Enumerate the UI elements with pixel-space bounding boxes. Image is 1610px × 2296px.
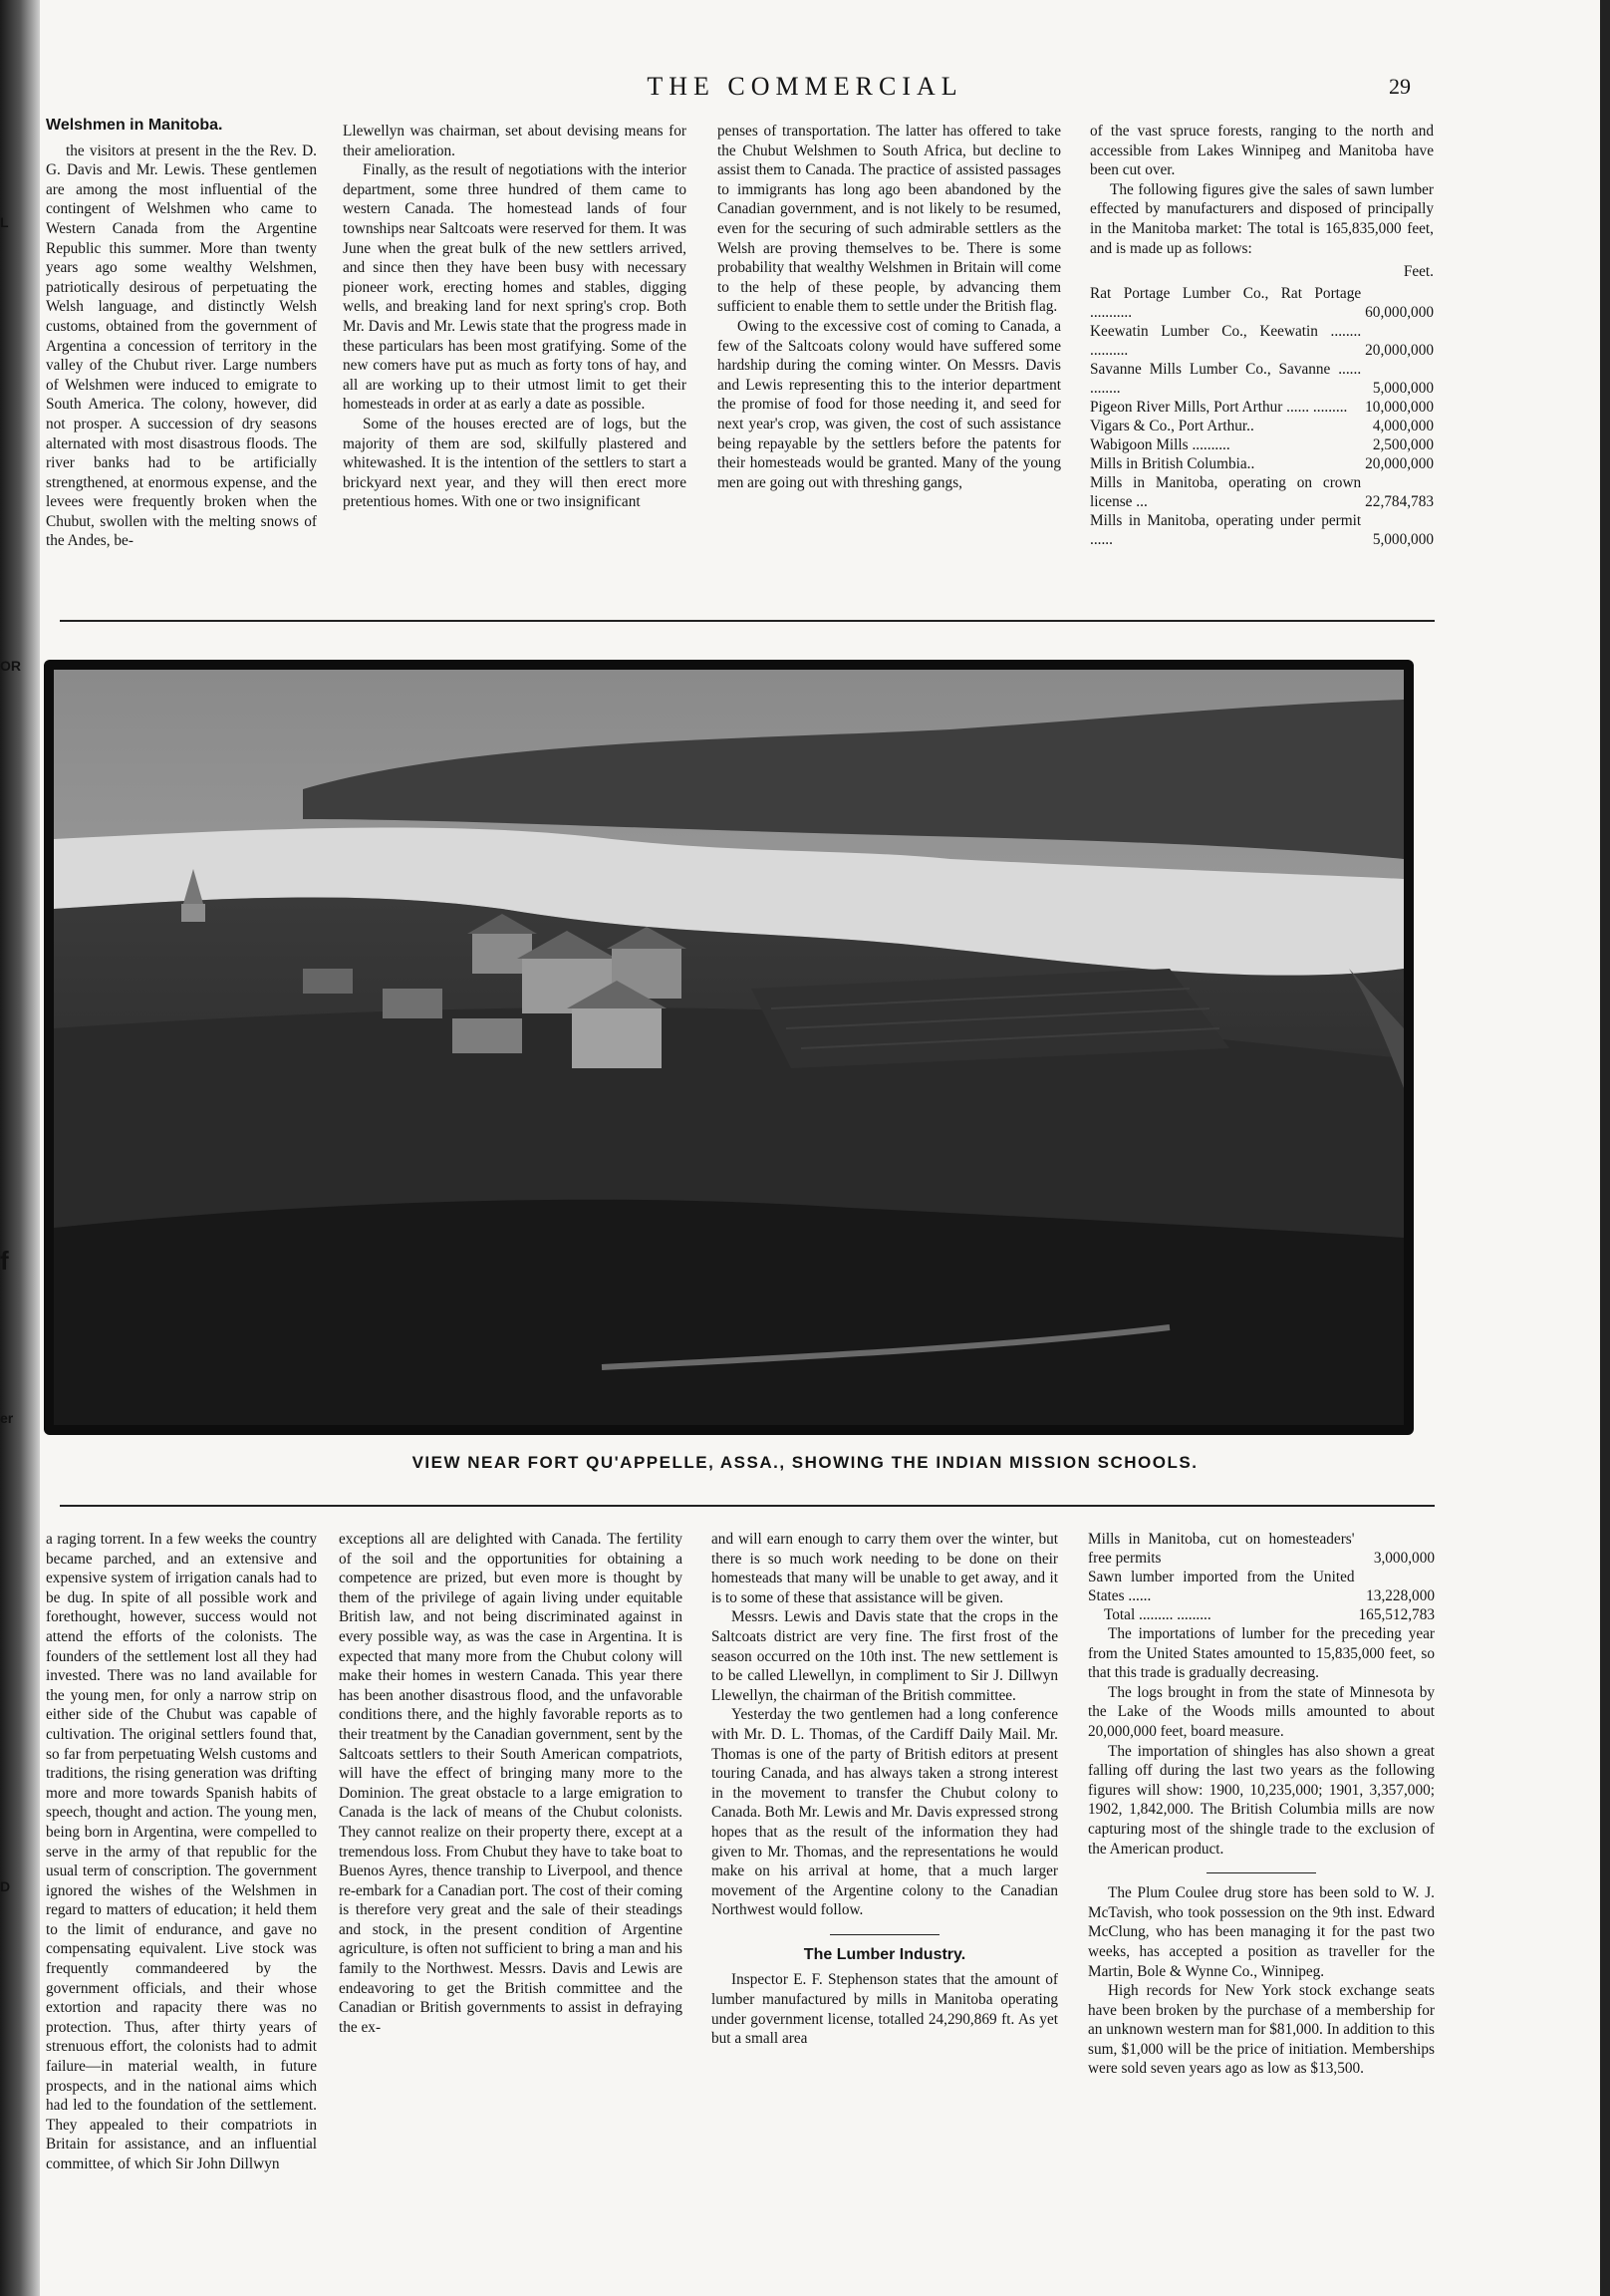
article-divider [1207, 1872, 1316, 1873]
paragraph: Owing to the excessive cost of coming to Canada, a few of the Saltcoats colony would have suffered some hardship during the coming winter. On Messrs. Davis and Lewis representing this to the interior department the promise of food for those needing it, and seed for next year's crop, was given, the cost of such assistance being repayable by the settlers before the patents for their homesteads would be granted. Many of the young men are going out with threshing gangs, [717, 317, 1061, 491]
table-total-row [1088, 1605, 1435, 1624]
article-column [46, 1530, 317, 2267]
table-cell-name: Rat Portage Lumber Co., Rat Portage ........... [1090, 284, 1362, 321]
table-cell-value: 13,228,000 [1366, 1587, 1435, 1604]
table-cell-name: Vigars & Co., Port Arthur.. [1090, 417, 1254, 434]
margin-fragment: f [0, 1246, 9, 1276]
paragraph: of the vast spruce forests, ranging to the north and accessible from Lakes Winnipeg and Manitoba have been cut over. [1090, 123, 1434, 179]
table-row [1090, 417, 1434, 435]
paragraph: The logs brought in from the state of Minnesota by the Lake of the Woods mills amounted to about 20,000,000 feet, board measure. [1088, 1683, 1435, 1740]
lumber-table [1090, 284, 1434, 549]
paragraph: a raging torrent. In a few weeks the country became parched, and an extensive and expensive system of irrigation canals had to be dug. In spite of all possible work and forethought, however, success would not attend the efforts of the colonists. The founders of the settlement lost all they had invested. There was no land available for the young men, for only a narrow strip on either side of the Chubut was capable of cultivation. The original settlers found that, so far from perpetuating Welsh customs and traditions, the rising generation was drifting more and more towards Spanish habits of speech, thought and action. The young men, being born in Argentina, were compelled to serve in the army of that republic for the usual term of conscription. The government ignored the wishes of the Welshmen in regard to matters of education; it held them to the limit of endurance, and gave no compensating equivalent. Live stock was frequently commandeered by the government officials, and their whose extortion and rapacity there was no protection. Thus, after thirty years of strenuous effort, the colonists had to admit failure—in material wealth, in future prospects, and in the national aims which had led to the foundation of the settlement. They appealed to their compatriots in Britain for assistance, and an influential committee, of which Sir John Dillwyn [46, 1531, 317, 2172]
paragraph: and will earn enough to carry them over the winter, but there is so much work needing to be done on their homesteads that many will be unable to get away, and it is to some of these that assistance will be given. [711, 1531, 1058, 1606]
table-cell-name: Wabigoon Mills .......... [1090, 435, 1230, 453]
table-cell-value: 3,000,000 [1373, 1550, 1435, 1567]
table-cell-name: Keewatin Lumber Co., Keewatin ........ .......... [1090, 322, 1362, 359]
article-column [711, 1530, 1058, 2267]
paragraph: The importations of lumber for the preceding year from the United States amounted to 15,835,000 feet, so that this trade is gradually decreasing. [1088, 1625, 1435, 1682]
table-row [1090, 511, 1434, 549]
table-total-value: 165,512,783 [1358, 1606, 1435, 1623]
paragraph: Inspector E. F. Stephenson states that the amount of lumber manufactured by mills in Manitoba operating under government license, totalled 24,290,869 ft. As yet but a small area [711, 1971, 1058, 2048]
table-row [1090, 360, 1434, 398]
lumber-column [1088, 1530, 1435, 2267]
table-cell-value: 2,500,000 [1372, 435, 1434, 453]
table-row [1090, 473, 1434, 511]
paragraph: Messrs. Lewis and Davis state that the crops in the Saltcoats district are very fine. The first frost of the season occurred on the 10th inst. The new settlement is to be called Llewellyn, in compliment to Sir J. Dillwyn Llewellyn, the chairman of the British committee. [711, 1608, 1058, 1704]
margin-fragment: D [0, 1878, 11, 1894]
paragraph: Finally, as the result of negotiations with the interior department, some three hundred of them came to western Canada. The homestead lands of four townships near Saltcoats were reserved for them. It was June when the great bulk of the new settlers arrived, and since then they have been busy with necessary pioneer work, erecting homes and stables, digging wells, and breaking land for next spring's crop. Both Mr. Davis and Mr. Lewis state that the progress made in these particulars has been most gratifying. Some of the new comers have put as much as forty tons of hay, and all are working up to their utmost limit to get their homesteads in order at as early a date as possible. [343, 161, 686, 414]
mission-schools-photo-illustration [54, 670, 1404, 1425]
table-cell-name: Mills in Manitoba, cut on homesteaders' free permits [1088, 1531, 1355, 1567]
table-cell-name: Mills in British Columbia.. [1090, 454, 1255, 472]
page-binding-edge [0, 0, 40, 2296]
table-cell-value: 5,000,000 [1372, 379, 1434, 397]
landscape-photo [44, 660, 1414, 1435]
page-number: 29 [1389, 74, 1411, 99]
section-rule [60, 620, 1435, 622]
table-row [1088, 1568, 1435, 1605]
page-header [0, 72, 1610, 112]
table-cell-value: 10,000,000 [1365, 398, 1434, 416]
article-column [339, 1530, 682, 2267]
margin-fragment: L [0, 214, 9, 230]
page-right-edge [1600, 0, 1610, 2296]
paragraph: High records for New York stock exchange seats have been broken by the purchase of a membership for an unknown western man for $81,000. In addition to this sum, $1,000 will be the price of initiation. Memberships were sold seven years ago as low as $13,500. [1088, 1982, 1435, 2078]
paragraph: Some of the houses erected are of logs, but the majority of them are sod, skilfully plastered and whitewashed. It is the intention of the settlers to start a brickyard next year, and they will then erect more pretentious homes. With one or two insignificant [343, 415, 686, 511]
article-column [46, 116, 317, 594]
table-row [1090, 322, 1434, 360]
paragraph: Yesterday the two gentlemen had a long conference with Mr. D. L. Thomas, of the Cardiff Daily Mail. Mr. Thomas is one of the party of British editors at present touring Canada, and has always taken a strong interest in the movement to transfer the Chubut colony to Canada. Both Mr. Lewis and Mr. Davis expressed strong hopes that as the result of the information they had given to Mr. Thomas, and the representations he would make on his arrival at home, that a much larger movement of the Argentine colony to the Canadian Northwest would follow. [711, 1706, 1058, 1919]
lumber-column [1090, 122, 1434, 596]
paragraph: The following figures give the sales of sawn lumber effected by manufacturers and disposed of principally in the Manitoba market: The total is 165,835,000 feet, and is made up as follows: [1090, 180, 1434, 257]
article-column [717, 122, 1061, 596]
paragraph: the visitors at present in the the Rev. D. G. Davis and Mr. Lewis. These gentlemen are among the most influential of the contingent of Welshmen who came to Western Canada from the Argentine Republic this summer. More than twenty years ago some wealthy Welshmen, patriotically desirous of perpetuating the Welsh language, and distinctly Welsh customs, obtained from the government of Argentina a concession of territory in the valley of the Chubut river. Large numbers of Welshmen were induced to emigrate to South America. The colony, however, did not prosper. A succession of dry seasons alternated with most disastrous floods. The river banks had to be artificially strengthened, at enormous expense, and the levees were frequently broken when the Chubut, swollen with the melting snows of the Andes, be- [46, 142, 317, 550]
photo-caption: VIEW NEAR FORT QU'APPELLE, ASSA., SHOWING THE INDIAN MISSION SCHOOLS. [411, 1453, 1199, 1472]
table-cell-name: Pigeon River Mills, Port Arthur ...... ......... [1090, 398, 1348, 416]
table-cell-name: Savanne Mills Lumber Co., Savanne ...... ........ [1090, 360, 1362, 397]
table-cell-value: 5,000,000 [1372, 530, 1434, 548]
article-title: The Lumber Industry. [803, 1945, 966, 1963]
table-row [1088, 1530, 1435, 1568]
table-row [1090, 435, 1434, 454]
table-column-header: Feet. [1403, 263, 1434, 281]
table-row [1090, 398, 1434, 417]
masthead: THE COMMERCIAL [647, 72, 963, 101]
margin-fragment: er [0, 1410, 14, 1426]
lumber-table-continued [1088, 1530, 1435, 1624]
table-cell-name: Mills in Manitoba, operating on crown license ... [1090, 473, 1362, 510]
table-cell-name: Sawn lumber imported from the United States ...... [1088, 1569, 1355, 1604]
table-row [1090, 284, 1434, 322]
margin-fragment: OR [0, 658, 21, 674]
table-cell-value: 22,784,783 [1365, 492, 1434, 510]
paragraph: penses of transportation. The latter has offered to take the Chubut Welshmen to South Africa, but decline to assist them to Canada. The practice of assisted passages to immigrants has long ago been abandoned by the Canadian government, and is not likely to be resumed, even for the securing of such admirable settlers as the Welsh are proving themselves to be. There is some probability that wealthy Welshmen in Britain will come to the help of these people, by advancing them sufficient to enable them to settle under the British flag. [717, 123, 1061, 316]
table-cell-value: 60,000,000 [1365, 303, 1434, 321]
article-divider [830, 1934, 939, 1935]
table-cell-value: 20,000,000 [1365, 454, 1434, 472]
section-rule [60, 1505, 1435, 1507]
article-column [343, 122, 686, 596]
table-cell-name: Mills in Manitoba, operating under permit ...... [1090, 511, 1362, 548]
table-row [1090, 454, 1434, 473]
paragraph: The importation of shingles has also shown a great falling off during the last two years as the following figures will show: 1900, 10,235,000; 1901, 3,357,000; 1902, 1,842,000. The British Columbia mills are now capturing most of the shingle trade to the exclusion of the American product. [1088, 1742, 1435, 1858]
paragraph: Llewellyn was chairman, set about devising means for their amelioration. [343, 123, 686, 159]
article-title: Welshmen in Manitoba. [46, 117, 223, 134]
table-total-label: Total ......... ......... [1104, 1606, 1211, 1623]
paragraph: The Plum Coulee drug store has been sold to W. J. McTavish, who took possession on the 9th inst. Edward McClung, who has been managing it for the past two weeks, has accepted a position as traveller for the Martin, Bole & Wynne Co., Winnipeg. [1088, 1884, 1435, 1980]
table-cell-value: 20,000,000 [1365, 341, 1434, 359]
paragraph: exceptions all are delighted with Canada. The fertility of the soil and the opportunities for obtaining a competence are prized, but even more is thought by them of the privilege of again living under equitable British law, and not being discriminated against in every possible way, as was the case in Argentina. It is expected that many more from the Chubut colony will make their homes in western Canada. This year there has been another disastrous flood, and the unfavorable conditions there, and the highly favorable reports as to their treatment by the Canadian government, sent by the Saltcoats settlers to their South American compatriots, will have the effect of bringing many more to the Dominion. The great obstacle to a large emigration to Canada is the lack of means of the Chubut colonists. They cannot realize on their property there, except at a tremendous loss. From Chubut they have to take boat to Buenos Ayres, thence tranship to Liverpool, and thence re-embark for a Canadian port. The cost of their coming is therefore very great and the sale of their steadings and stock, in the present condition of Argentine agriculture, is often not sufficient to bring a man and his family to the Northwest. Messrs. Davis and Lewis are endeavoring to get the British committee and the Canadian or British governments to assist in defraying the ex- [339, 1531, 682, 2036]
table-cell-value: 4,000,000 [1372, 417, 1434, 434]
